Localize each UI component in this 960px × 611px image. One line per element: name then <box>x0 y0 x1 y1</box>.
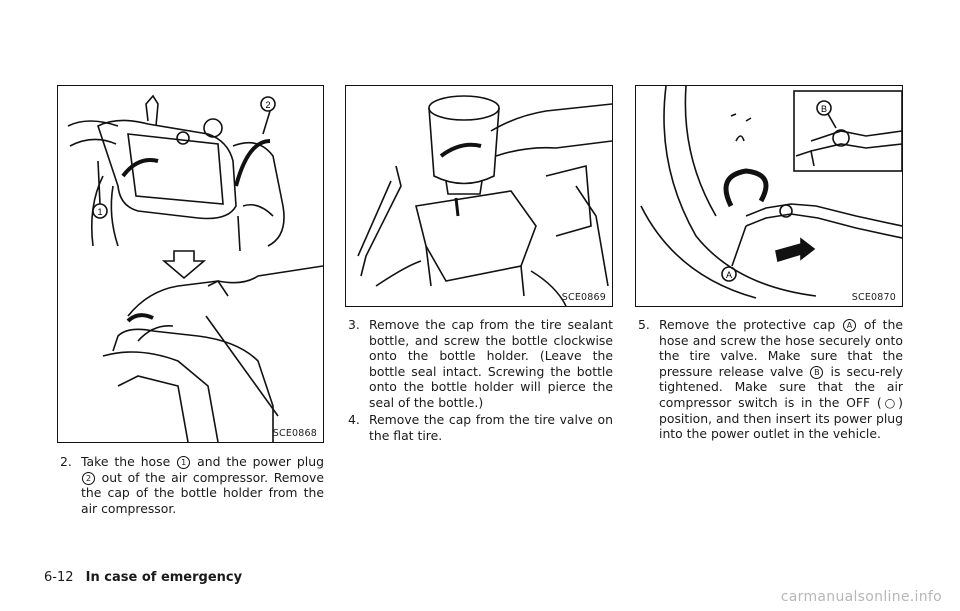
step-text: is secu-rely tightened. Make sure that the air compressor switch is in the OFF ( <box>659 363 903 410</box>
step-number: 2. <box>60 454 72 469</box>
step-2 <box>60 454 324 516</box>
figure-sce0868 <box>57 85 324 443</box>
figure-sce0869 <box>345 85 613 307</box>
step-number: 3. <box>348 317 360 332</box>
step-text: of the hose and screw the hose securely onto the tire valve. Make sure that the pressure release valve <box>659 317 903 379</box>
step-number: 5. <box>638 317 650 332</box>
step-number: 4. <box>348 412 360 427</box>
figure-code: SCE0868 <box>272 428 317 439</box>
callout-a: A <box>725 270 733 280</box>
step-text: Remove the protective cap <box>659 317 836 332</box>
callout-a-marker: A <box>843 319 856 332</box>
step-3 <box>348 317 613 411</box>
callout-1-marker: 1 <box>177 456 190 469</box>
off-symbol: ○ <box>881 394 899 410</box>
step-4 <box>348 412 613 443</box>
compressor-hose-illustration <box>58 86 323 442</box>
step-5 <box>638 317 903 442</box>
callout-2-marker: 2 <box>82 472 95 485</box>
step-text: Remove the cap from the tire valve on the flat tire. <box>369 412 613 443</box>
sealant-bottle-illustration <box>346 86 612 306</box>
step-text: Take the hose <box>81 454 171 469</box>
watermark: carmanualsonline.info <box>780 589 942 605</box>
step-text: out of the air compressor. Remove the cap of the bottle holder from the air compressor. <box>81 469 324 516</box>
step-text: ) position, and then insert its power plug into the power outlet in the vehicle. <box>659 394 903 442</box>
step-text: and the power plug <box>197 454 324 469</box>
tire-valve-illustration <box>636 86 902 306</box>
callout-b: B <box>820 104 828 114</box>
page-number: 6-12 <box>44 570 74 585</box>
callout-2: 2 <box>265 100 271 110</box>
figure-code: SCE0869 <box>561 292 606 303</box>
page-footer <box>44 570 242 585</box>
section-title: In case of emergency <box>85 570 243 585</box>
callout-b-marker: B <box>810 366 823 379</box>
step-text: Remove the cap from the tire sealant bottle, and screw the bottle clockwise onto the bottle holder. (Leave the bottle seal intact. Screwing the bottle onto the bottle holder will pierce the seal of the bottle.) <box>369 317 613 410</box>
callout-1: 1 <box>97 207 103 217</box>
figure-sce0870 <box>635 85 903 307</box>
figure-code: SCE0870 <box>851 292 896 303</box>
